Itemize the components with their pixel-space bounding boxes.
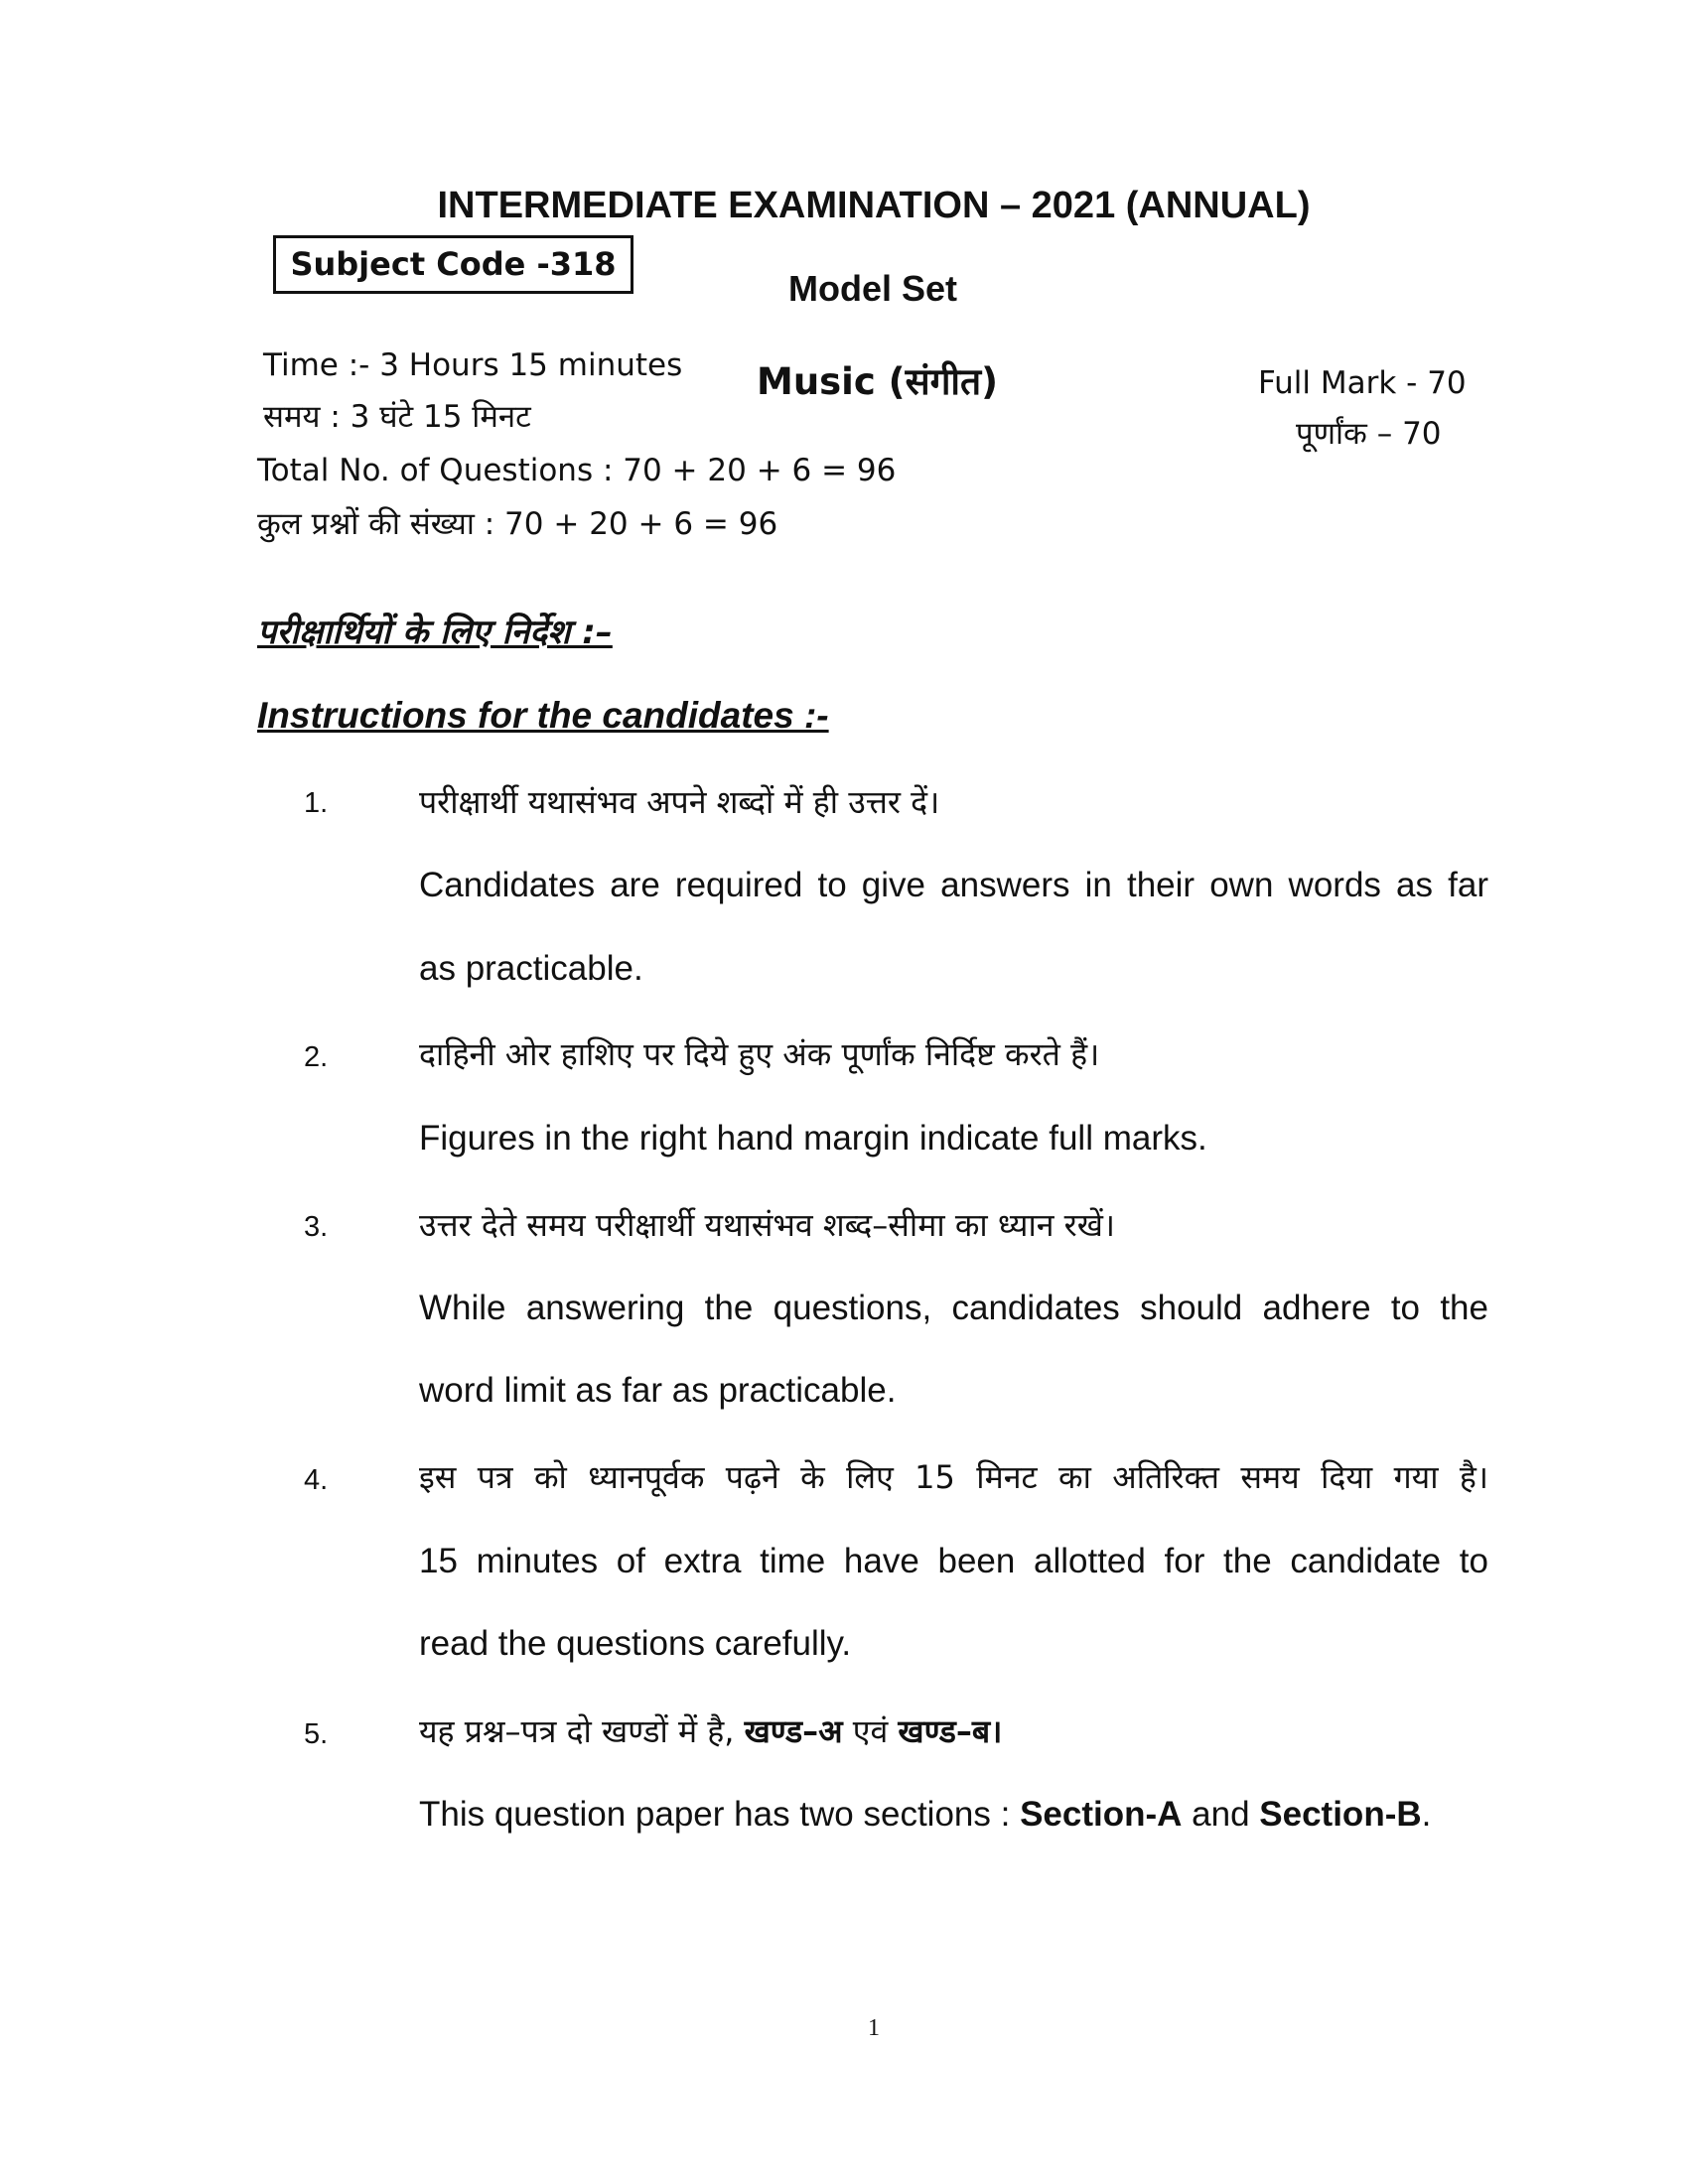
item-hindi-text: एवं <box>842 1712 899 1750</box>
item-hindi: दाहिनी ओर हाशिए पर दिये हुए अंक पूर्णांक निर्दिष्ट करते हैं। <box>419 1035 1100 1073</box>
item-hindi <box>419 1709 1002 1752</box>
section-b-hi: खण्ड–ब। <box>898 1712 1003 1750</box>
item-english-text: This question paper has two sections : <box>419 1795 1021 1834</box>
section-a-en: Section-A <box>1020 1795 1183 1834</box>
total-questions-en: Total No. of Questions : 70 + 20 + 6 = 96 <box>257 453 897 488</box>
item-english: 15 minutes of extra time have been allotted for the candidate to <box>419 1542 1488 1580</box>
instructions-heading-hi: परीक्षार्थियों के लिए निर्देश :– <box>257 613 613 652</box>
item-english: Figures in the right hand margin indicate full marks. <box>419 1119 1207 1158</box>
page-number: 1 <box>868 2015 880 2041</box>
item-english <box>419 1795 1431 1835</box>
full-mark-en: Full Mark - 70 <box>1258 365 1467 401</box>
subject-code-box: Subject Code -318 <box>273 235 633 294</box>
item-number: 2. <box>304 1041 329 1073</box>
item-english: word limit as far as practicable. <box>419 1371 897 1410</box>
item-hindi: उत्तर देते समय परीक्षार्थी यथासंभव शब्द–सीमा का ध्यान रखें। <box>419 1206 1116 1244</box>
item-english-text: . <box>1421 1795 1432 1834</box>
item-hindi: इस पत्र को ध्यानपूर्वक पढ़ने के लिए 15 मिनट का अतिरिक्त समय दिया गया है। <box>419 1458 1488 1496</box>
exam-title: INTERMEDIATE EXAMINATION – 2021 (ANNUAL) <box>437 185 1311 226</box>
item-hindi-text: यह प्रश्न–पत्र दो खण्डों में है, <box>419 1712 745 1750</box>
item-english: as practicable. <box>419 949 643 988</box>
instructions-heading-en: Instructions for the candidates :- <box>257 695 829 736</box>
item-number: 3. <box>304 1211 329 1243</box>
full-mark-hi: पूर्णांक – 70 <box>1296 416 1442 452</box>
item-number: 4. <box>304 1464 329 1496</box>
item-number: 5. <box>304 1718 329 1750</box>
item-english-text: and <box>1182 1795 1260 1834</box>
time-en: Time :- 3 Hours 15 minutes <box>263 347 683 383</box>
item-english: While answering the questions, candidates should adhere to the <box>419 1289 1488 1327</box>
item-hindi: परीक्षार्थी यथासंभव अपने शब्दों में ही उत्तर दें। <box>419 783 940 821</box>
time-hi: समय : 3 घंटे 15 मिनट <box>263 399 531 435</box>
item-english: read the questions carefully. <box>419 1624 852 1663</box>
item-english: Candidates are required to give answers in their own words as far <box>419 866 1488 904</box>
section-a-hi: खण्ड–अ <box>744 1712 843 1750</box>
item-number: 1. <box>304 787 329 819</box>
section-b-en: Section-B <box>1259 1795 1422 1834</box>
model-set-label: Model Set <box>788 268 958 309</box>
total-questions-hi: कुल प्रश्नों की संख्या : 70 + 20 + 6 = 96 <box>257 506 778 542</box>
subject-title: Music (संगीत) <box>757 360 999 403</box>
